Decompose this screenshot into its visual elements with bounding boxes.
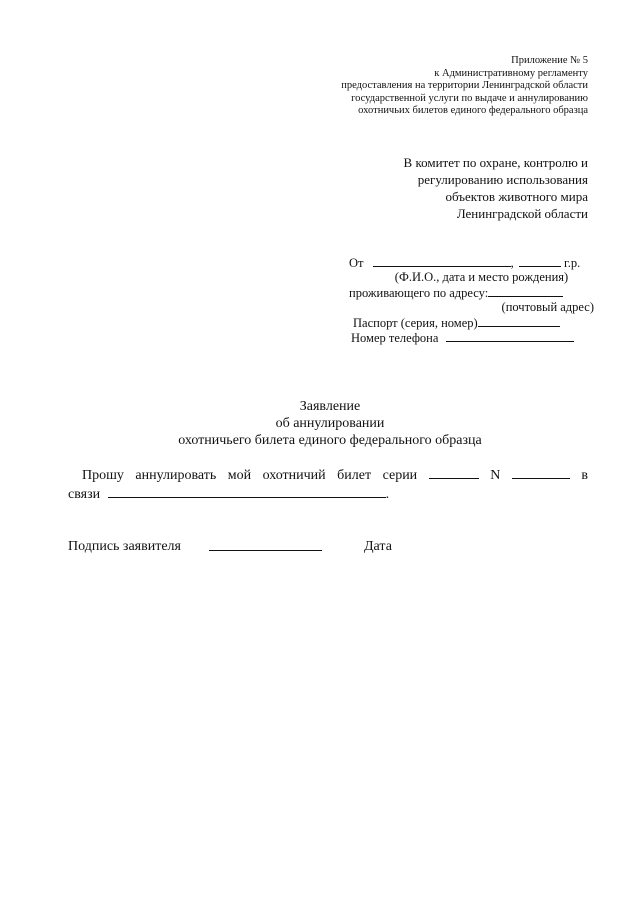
annex-header [288,55,588,118]
comma: , [510,256,514,270]
reason-field-line[interactable] [108,486,386,498]
passport-row [349,315,594,330]
number-label: N [490,468,501,483]
request-line-2 [68,485,588,504]
word-5: билет [337,468,372,483]
addressee-block [288,154,588,222]
passport-label: Паспорт (серия, номер) [353,316,478,330]
phone-row [349,330,594,345]
title-line-1: Заявление [299,399,361,414]
title-line-3: охотничьего билета единого федерального образца [178,433,482,448]
request-paragraph [68,466,588,504]
signature-field-line[interactable] [209,550,322,551]
from-row [349,255,594,270]
word-3: мой [227,468,252,483]
annex-line-5: охотничьих билетов единого федерального образца [358,105,588,116]
tail-word: в [581,468,588,483]
title-line-2: об аннулировании [275,416,385,431]
annex-line-4: государственной услуги по выдаче и аннулированию [351,92,588,104]
fio-caption: (Ф.И.О., дата и место рождения) [394,270,569,284]
year-suffix: г.р. [564,256,581,270]
from-label: От [349,256,364,270]
annex-line-1: Приложение № 5 [511,55,588,66]
address-row [349,285,594,300]
word-2: аннулировать [135,468,217,483]
passport-field-line[interactable] [478,315,560,327]
signature-label: Подпись заявителя [68,539,181,554]
phone-label: Номер телефона [351,331,439,345]
date-label: Дата [364,539,392,554]
request-line-1 [68,466,588,485]
addressee-line-1: В комитет по охране, контролю и [403,155,588,170]
end-period: . [385,487,390,502]
word-1: Прошу [82,468,124,483]
addressee-line-2: регулированию использования [417,172,588,187]
address-caption: (почтовый адрес) [501,300,594,314]
addressee-line-4: Ленинградской области [456,206,588,221]
address-field-line[interactable] [488,285,563,297]
sender-block [349,255,594,345]
addressee-line-3: объектов животного мира [445,189,588,204]
birth-year-field-line[interactable] [519,255,561,267]
annex-line-3: предоставления на территории Ленинградской области [341,80,588,91]
series-field-line[interactable] [429,467,479,479]
address-label: проживающего по адресу: [349,286,489,300]
fio-field-line[interactable] [373,255,511,267]
reason-label: связи [68,487,101,502]
document-title [0,398,640,449]
word-6: серии [382,468,418,483]
annex-line-2: к Административному регламенту [434,67,588,79]
word-4: охотничий [262,468,326,483]
number-field-line[interactable] [512,467,570,479]
phone-field-line[interactable] [446,330,574,342]
